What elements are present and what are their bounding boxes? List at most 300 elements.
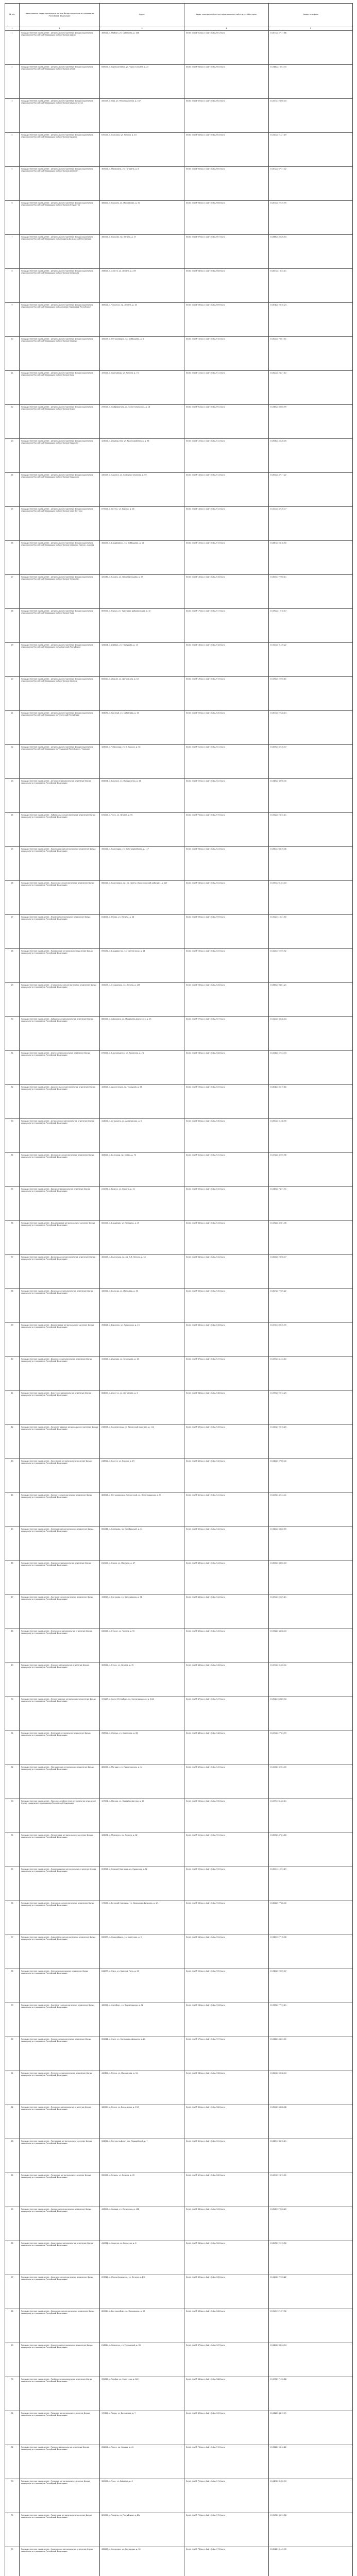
cell-contacts: Email: info@r67.fss.ru Сайт: http://r67.fss.ru bbox=[184, 2343, 269, 2377]
table-row bbox=[5, 711, 353, 745]
cell-office-name: Государственное учреждение - Пензенское региональное отделение Фонда социального страхования Российской Федерации bbox=[20, 2071, 100, 2105]
cell-address: 677000, г. Якутск, ул. Кирова, д. 18 bbox=[100, 507, 184, 541]
cell-num: 58 bbox=[5, 1969, 20, 2003]
table-row bbox=[5, 2309, 353, 2343]
cell-contacts: Email: info@r37.fss.ru Сайт: http://r37.fss.ru bbox=[184, 1357, 269, 1391]
table-row bbox=[5, 235, 353, 269]
cell-phone: 8 (4712) 51-20-41 bbox=[269, 1663, 353, 1697]
cell-contacts: Email: info@r63.fss.ru Сайт: http://r63.fss.ru bbox=[184, 2207, 269, 2241]
table-row bbox=[5, 2139, 353, 2173]
cell-num: 54 bbox=[5, 1833, 20, 1867]
cell-num: 34 bbox=[5, 1153, 20, 1187]
cell-office-name: Государственное учреждение - Красноярское региональное отделение Фонда социального страхования Российской Федерации bbox=[20, 881, 100, 915]
cell-phone: 8 (4152) 42-44-41 bbox=[269, 1493, 353, 1527]
cell-contacts: Email: info@r35.fss.ru Сайт: http://r35.fss.ru bbox=[184, 1289, 269, 1323]
cell-office-name: Государственное учреждение - Орловское региональное отделение Фонда социального страхования Российской Федерации bbox=[20, 2037, 100, 2071]
table-row bbox=[5, 677, 353, 711]
cell-phone: 8 (3022) 26-35-11 bbox=[269, 813, 353, 847]
cell-num: 7 bbox=[5, 235, 20, 269]
cell-office-name: Государственное учреждение - Калужское региональное отделение Фонда социального страхования Российской Федерации bbox=[20, 1459, 100, 1493]
table-row bbox=[5, 983, 353, 1017]
cell-office-name: Государственное учреждение - Архангельское региональное отделение Фонда социального страхования Российской Федерации bbox=[20, 1085, 100, 1119]
cell-num: 21 bbox=[5, 711, 20, 745]
table-row bbox=[5, 1119, 353, 1153]
cell-contacts: Email: info@r39.fss.ru Сайт: http://r39.fss.ru bbox=[184, 1425, 269, 1459]
cell-address: 170100, г. Тверь, ул. Вагжанова, д. 7 bbox=[100, 2411, 184, 2445]
cell-contacts: Email: info@r22.fss.ru Сайт: http://r22.fss.ru bbox=[184, 779, 269, 813]
cell-office-name: Государственное учреждение - Воронежское региональное отделение Фонда социального страхования Российской Федерации bbox=[20, 1323, 100, 1357]
cell-address: 414000, г. Астрахань, ул. Ахматовская, д. 6 bbox=[100, 1119, 184, 1153]
cell-office-name: Государственное учреждение - Московское областное региональное отделение Фонда социального страхования Российской Федерации bbox=[20, 1799, 100, 1833]
cell-phone: 8 (8732) 22-35-95 bbox=[269, 201, 353, 235]
table-row bbox=[5, 2377, 353, 2411]
cell-address: 302028, г. Орел, ул. Салтыкова-Щедрина, д. 21 bbox=[100, 2037, 184, 2071]
cell-office-name: Государственное учреждение - региональное отделение Фонда социального страхования Российской Федерации по Республике Калмыкия bbox=[20, 269, 100, 303]
cell-num: 14 bbox=[5, 473, 20, 507]
cell-phone: 8 (8672) 53-18-50 bbox=[269, 541, 353, 575]
table-row bbox=[5, 1697, 353, 1731]
cell-address: 630099, г. Новосибирск, ул. Советская, д. 5 bbox=[100, 1935, 184, 1969]
cell-address: 355035, г. Ставрополь, ул. Ленина, д. 205 bbox=[100, 983, 184, 1017]
cell-office-name: Государственное учреждение - Нижегородское региональное отделение Фонда социального страхования Российской Федерации bbox=[20, 1867, 100, 1901]
cell-contacts: Email: info@r70.fss.ru Сайт: http://r70.fss.ru bbox=[184, 2445, 269, 2479]
cell-num: 64 bbox=[5, 2173, 20, 2207]
cell-office-name: Государственное учреждение - региональное отделение Фонда социального страхования Российской Федерации по Республике Мордовия bbox=[20, 473, 100, 507]
table-row bbox=[5, 643, 353, 677]
table-row bbox=[5, 1323, 353, 1357]
table-row bbox=[5, 405, 353, 439]
cell-address: 610000, г. Киров, ул. Маклина, д. 47 bbox=[100, 1561, 184, 1595]
cell-num: 74 bbox=[5, 2513, 20, 2547]
cell-address: 685000, г. Магадан, ул. Пролетарская, д. 14 bbox=[100, 1765, 184, 1799]
cell-contacts: Email: info@r66.fss.ru Сайт: http://r66.fss.ru bbox=[184, 2309, 269, 2343]
cell-address: 428000, г. Чебоксары, ул. К. Маркса, д. 36 bbox=[100, 745, 184, 779]
table-row bbox=[5, 1187, 353, 1221]
cell-phone: 8 (423) 222-55-92 bbox=[269, 949, 353, 983]
table-row bbox=[5, 371, 353, 405]
cell-office-name: Государственное учреждение - Иркутское региональное отделение Фонда социального страхования Российской Федерации bbox=[20, 1391, 100, 1425]
cell-phone: 8 (4942) 55-25-11 bbox=[269, 1595, 353, 1629]
cell-address: 424000, г. Йошкар-Ола, ул. Красноармейская, д. 96 bbox=[100, 439, 184, 473]
cell-address: 664003, г. Иркутск, ул. Литвинова, д. 3 bbox=[100, 1391, 184, 1425]
table-row bbox=[5, 1051, 353, 1085]
table-row bbox=[5, 1357, 353, 1391]
cell-address: 620014, г. Екатеринбург, ул. Московская, д. 29 bbox=[100, 2309, 184, 2343]
cell-phone: 8 (4812) 38-43-54 bbox=[269, 2343, 353, 2377]
cell-address: 241050, г. Брянск, ул. Фокина, д. 31 bbox=[100, 1187, 184, 1221]
cell-num: 36 bbox=[5, 1221, 20, 1255]
table-row bbox=[5, 1017, 353, 1051]
table-row bbox=[5, 2275, 353, 2309]
table-row bbox=[5, 2445, 353, 2479]
cell-phone: 8 (473) 269-35-95 bbox=[269, 1323, 353, 1357]
table-row bbox=[5, 303, 353, 337]
cell-address: 680000, г. Хабаровск, ул. Муравьева-Амурского, д. 15 bbox=[100, 1017, 184, 1051]
cell-contacts: Email: info@r19.fss.ru Сайт: http://r19.fss.ru bbox=[184, 677, 269, 711]
cell-address: 443041, г. Самара, ул. Ленинская, д. 168 bbox=[100, 2207, 184, 2241]
cell-num: 67 bbox=[5, 2275, 20, 2309]
cell-contacts: Email: info@r08.fss.ru Сайт: http://r08.fss.ru bbox=[184, 269, 269, 303]
cell-office-name: Государственное учреждение - региональное отделение Фонда социального страхования Российской Федерации по Удмуртской Республике bbox=[20, 643, 100, 677]
cell-num: 46 bbox=[5, 1561, 20, 1595]
cell-office-name: Государственное учреждение - Ставропольское региональное отделение Фонда социального страхования Российской Федерации bbox=[20, 983, 100, 1017]
cell-num: 39 bbox=[5, 1323, 20, 1357]
cell-contacts: Email: info@r34.fss.ru Сайт: http://r34.fss.ru bbox=[184, 1255, 269, 1289]
cell-phone: 8 (4752) 71-32-86 bbox=[269, 2377, 353, 2411]
cell-phone: 8 (4722) 32-55-96 bbox=[269, 1153, 353, 1187]
cell-phone: 8 (8422) 41-49-35 bbox=[269, 2547, 353, 2576]
cell-office-name: Государственное учреждение - Самарское региональное отделение Фонда социального страхования Российской Федерации bbox=[20, 2207, 100, 2241]
cell-num: 17 bbox=[5, 575, 20, 609]
cell-num: 23 bbox=[5, 779, 20, 813]
cell-phone: 8 (4922) 32-61-78 bbox=[269, 1221, 353, 1255]
cell-address: 248001, г. Калуга, ул. Кирова, д. 19 bbox=[100, 1459, 184, 1493]
cell-address: 367000, г. Махачкала, ул. Гагарина, д. 8 bbox=[100, 167, 184, 201]
cell-phone: 8 (4862) 43-23-01 bbox=[269, 2037, 353, 2071]
cell-phone: 8 (8332) 38-60-03 bbox=[269, 1561, 353, 1595]
cell-address: 358000, г. Элиста, ул. Ленина, д. 249 bbox=[100, 269, 184, 303]
cell-contacts: Email: info@r30.fss.ru Сайт: http://r30.fss.ru bbox=[184, 1119, 269, 1153]
table-row bbox=[5, 2547, 353, 2576]
cell-address: 392000, г. Тамбов, ул. Советская, д. 122 bbox=[100, 2377, 184, 2411]
cell-phone: 8 (8172) 72-05-22 bbox=[269, 1289, 353, 1323]
cell-num: 63 bbox=[5, 2139, 20, 2173]
cell-office-name: Государственное учреждение - Кировское региональное отделение Фонда социального страхования Российской Федерации bbox=[20, 1561, 100, 1595]
cell-office-name: Государственное учреждение - Томское региональное отделение Фонда социального страхования Российской Федерации bbox=[20, 2445, 100, 2479]
column-number: 1 bbox=[5, 26, 20, 31]
cell-phone: 8 (812) 303-89-34 bbox=[269, 1697, 353, 1731]
cell-contacts: Email: info@r75.fss.ru Сайт: http://r75.fss.ru bbox=[184, 813, 269, 847]
cell-phone: 8 (831) 419-93-19 bbox=[269, 1867, 353, 1901]
cell-phone: 8 (4932) 41-44-10 bbox=[269, 1357, 353, 1391]
cell-office-name: Государственное учреждение - Сахалинское региональное отделение Фонда социального страхования Российской Федерации bbox=[20, 2275, 100, 2309]
table-row bbox=[5, 2411, 353, 2445]
table-row bbox=[5, 1561, 353, 1595]
cell-office-name: Государственное учреждение - Липецкое региональное отделение Фонда социального страхования Российской Федерации bbox=[20, 1731, 100, 1765]
cell-office-name: Государственное учреждение - региональное отделение Фонда социального страхования Российской Федерации по Республике Адыгея bbox=[20, 31, 100, 65]
table-row bbox=[5, 2071, 353, 2105]
cell-phone: 8 (8452) 22-70-50 bbox=[269, 2241, 353, 2275]
cell-office-name: Государственное учреждение - региональное отделение Фонда социального страхования Российской Федерации по Республике Ингушетия bbox=[20, 201, 100, 235]
cell-contacts: Email: info@r24.fss.ru Сайт: http://r24.fss.ru bbox=[184, 881, 269, 915]
table-row bbox=[5, 1493, 353, 1527]
cell-address: 153000, г. Иваново, ул. Кузнецова, д. 16 bbox=[100, 1357, 184, 1391]
header-contacts: Адрес электронной почты и официального сайта в сети Интернет bbox=[184, 4, 269, 26]
cell-phone: 8 (863) 263-12-11 bbox=[269, 2139, 353, 2173]
cell-office-name: Государственное учреждение - Костромское региональное отделение Фонда социального страхования Российской Федерации bbox=[20, 1595, 100, 1629]
cell-phone: 8 (4822) 34-19-71 bbox=[269, 2411, 353, 2445]
cell-num: 32 bbox=[5, 1085, 20, 1119]
cell-phone: 8 (3532) 77-73-11 bbox=[269, 2003, 353, 2037]
cell-office-name: Государственное учреждение - региональное отделение Фонда социального страхования Российской Федерации по Республике Башкортостан bbox=[20, 99, 100, 133]
cell-num: 61 bbox=[5, 2071, 20, 2105]
cell-num: 40 bbox=[5, 1357, 20, 1391]
cell-contacts: Email: info@r33.fss.ru Сайт: http://r33.fss.ru bbox=[184, 1221, 269, 1255]
column-number: 5 bbox=[269, 26, 353, 31]
cell-num: 65 bbox=[5, 2207, 20, 2241]
cell-phone: 8 (861) 268-39-46 bbox=[269, 847, 353, 881]
cell-address: 670000, г. Улан-Удэ, ул. Ленина, д. 43 bbox=[100, 133, 184, 167]
column-number: 3 bbox=[100, 26, 184, 31]
cell-num: 5 bbox=[5, 167, 20, 201]
table-row bbox=[5, 881, 353, 915]
cell-phone: 8 (8662) 40-26-54 bbox=[269, 235, 353, 269]
cell-num: 37 bbox=[5, 1255, 20, 1289]
cell-num: 69 bbox=[5, 2343, 20, 2377]
cell-office-name: Государственное учреждение - Волгоградское региональное отделение Фонда социального страхования Российской Федерации bbox=[20, 1255, 100, 1289]
cell-office-name: Государственное учреждение - Новосибирское региональное отделение Фонда социального страхования Российской Федерации bbox=[20, 1935, 100, 1969]
cell-office-name: Государственное учреждение - Рязанское региональное отделение Фонда социального страхования Российской Федерации bbox=[20, 2173, 100, 2207]
cell-num: 27 bbox=[5, 915, 20, 949]
cell-num: 26 bbox=[5, 881, 20, 915]
table-row bbox=[5, 1629, 353, 1663]
table-row bbox=[5, 2513, 353, 2547]
cell-contacts: Email: info@r18.fss.ru Сайт: http://r18.fss.ru bbox=[184, 643, 269, 677]
cell-num: 45 bbox=[5, 1527, 20, 1561]
cell-phone: 8 (3452) 39-13-58 bbox=[269, 2513, 353, 2547]
cell-contacts: Email: info@r55.fss.ru Сайт: http://r55.fss.ru bbox=[184, 1969, 269, 2003]
cell-office-name: Государственное учреждение - Ивановское региональное отделение Фонда социального страхования Российской Федерации bbox=[20, 1357, 100, 1391]
cell-phone: 8 (3902) 22-50-81 bbox=[269, 677, 353, 711]
cell-contacts: Email: info@r17.fss.ru Сайт: http://r17.fss.ru bbox=[184, 609, 269, 643]
table-row bbox=[5, 575, 353, 609]
cell-num: 18 bbox=[5, 609, 20, 643]
cell-phone: 8 (8112) 68-08-08 bbox=[269, 2105, 353, 2139]
cell-office-name: Государственное учреждение - Курское региональное отделение Фонда социального страхования Российской Федерации bbox=[20, 1663, 100, 1697]
table-row bbox=[5, 269, 353, 303]
fss-offices-table bbox=[5, 3, 353, 2576]
cell-num: 22 bbox=[5, 745, 20, 779]
cell-contacts: Email: info@r61.fss.ru Сайт: http://r61.fss.ru bbox=[184, 2139, 269, 2173]
table-row bbox=[5, 1255, 353, 1289]
cell-phone: 8 (8722) 67-37-02 bbox=[269, 167, 353, 201]
cell-phone: 8 (3812) 20-95-07 bbox=[269, 1969, 353, 2003]
cell-office-name: Государственное учреждение - Хабаровское региональное отделение Фонда социального страхования Российской Федерации bbox=[20, 1017, 100, 1051]
cell-num: 35 bbox=[5, 1187, 20, 1221]
cell-office-name: Государственное учреждение - региональное отделение Фонда социального страхования Российской Федерации по Республике Марий Эл bbox=[20, 439, 100, 473]
cell-address: 163000, г. Архангельск, пр. Троицкий, д. 58 bbox=[100, 1085, 184, 1119]
cell-address: 160001, г. Вологда, ул. Мальцева, д. 50 bbox=[100, 1289, 184, 1323]
cell-address: 156013, г. Кострома, ул. Калиновская, д. 38 bbox=[100, 1595, 184, 1629]
cell-contacts: Email: info@r47.fss.ru Сайт: http://r47.fss.ru bbox=[184, 1697, 269, 1731]
table-row bbox=[5, 609, 353, 643]
cell-office-name: Государственное учреждение - региональное отделение Фонда социального страхования Российской Федерации по Республике Бурятия bbox=[20, 133, 100, 167]
cell-phone: 8 (8412) 56-48-43 bbox=[269, 2071, 353, 2105]
cell-address: 460000, г. Оренбург, ул. Пролетарская, д. 32 bbox=[100, 2003, 184, 2037]
cell-num: 29 bbox=[5, 983, 20, 1017]
cell-num: 16 bbox=[5, 541, 20, 575]
cell-phone: 8 (84722) 3-44-11 bbox=[269, 269, 353, 303]
cell-address: 644099, г. Омск, ул. Красный Путь, д. 20 bbox=[100, 1969, 184, 2003]
cell-phone: 8 (8712) 22-28-14 bbox=[269, 711, 353, 745]
cell-office-name: Государственное учреждение - Кемеровское региональное отделение Фонда социального страхования Российской Федерации bbox=[20, 1527, 100, 1561]
table-row bbox=[5, 1459, 353, 1493]
cell-contacts: Email: info@r21.fss.ru Сайт: http://r21.fss.ru bbox=[184, 745, 269, 779]
cell-address: 667000, г. Кызыл, ул. Тувинских добровольцев, д. 10 bbox=[100, 609, 184, 643]
cell-contacts: Email: info@r02.fss.ru Сайт: http://r02.fss.ru bbox=[184, 99, 269, 133]
cell-contacts: Email: info@r15.fss.ru Сайт: http://r15.fss.ru bbox=[184, 541, 269, 575]
cell-phone: 8 (4132) 62-54-05 bbox=[269, 1765, 353, 1799]
cell-office-name: Государственное учреждение - Алтайское региональное отделение Фонда социального страхования Российской Федерации bbox=[20, 779, 100, 813]
cell-contacts: Email: info@r32.fss.ru Сайт: http://r32.fss.ru bbox=[184, 1187, 269, 1221]
cell-address: 625000, г. Тюмень, ул. Республики, д. 83а bbox=[100, 2513, 184, 2547]
cell-address: 693020, г. Южно-Сахалинск, ул. Ленина, д. 216 bbox=[100, 2275, 184, 2309]
table-row bbox=[5, 1935, 353, 1969]
cell-num: 62 bbox=[5, 2105, 20, 2139]
cell-num: 66 bbox=[5, 2241, 20, 2275]
header-address: Адрес bbox=[100, 4, 184, 26]
cell-office-name: Государственное учреждение - Приморское региональное отделение Фонда социального страхования Российской Федерации bbox=[20, 949, 100, 983]
cell-office-name: Государственное учреждение - региональное отделение Фонда социального страхования Российской Федерации по Республике Коми bbox=[20, 371, 100, 405]
cell-office-name: Государственное учреждение - Оренбургское региональное отделение Фонда социального страхования Российской Федерации bbox=[20, 2003, 100, 2037]
table-row bbox=[5, 201, 353, 235]
cell-contacts: Email: info@r07.fss.ru Сайт: http://r07.fss.ru bbox=[184, 235, 269, 269]
cell-contacts: Email: info@r54.fss.ru Сайт: http://r54.fss.ru bbox=[184, 1935, 269, 1969]
cell-contacts: Email: info@r10.fss.ru Сайт: http://r10.fss.ru bbox=[184, 337, 269, 371]
cell-num: 4 bbox=[5, 133, 20, 167]
cell-num: 50 bbox=[5, 1697, 20, 1731]
cell-phone: 8 (8652) 94-01-21 bbox=[269, 983, 353, 1017]
cell-contacts: Email: info@r16.fss.ru Сайт: http://r16.fss.ru bbox=[184, 575, 269, 609]
cell-num: 28 bbox=[5, 949, 20, 983]
cell-address: 369000, г. Черкесск, пр. Ленина, д. 16 bbox=[100, 303, 184, 337]
cell-phone: 8 (343) 371-57-56 bbox=[269, 2309, 353, 2343]
table-row bbox=[5, 99, 353, 133]
cell-contacts: Email: info@r43.fss.ru Сайт: http://r43.fss.ru bbox=[184, 1561, 269, 1595]
cell-phone: 8 (3012) 21-27-19 bbox=[269, 133, 353, 167]
cell-contacts: Email: info@r68.fss.ru Сайт: http://r68.fss.ru bbox=[184, 2377, 269, 2411]
cell-contacts: Email: info@r91.fss.ru Сайт: http://r91.fss.ru bbox=[184, 405, 269, 439]
cell-num: 6 bbox=[5, 201, 20, 235]
cell-contacts: Email: info@r03.fss.ru Сайт: http://r03.fss.ru bbox=[184, 133, 269, 167]
cell-contacts: Email: info@r51.fss.ru Сайт: http://r51.fss.ru bbox=[184, 1833, 269, 1867]
cell-office-name: Государственное учреждение - Омское региональное отделение Фонда социального страхования Российской Федерации bbox=[20, 1969, 100, 2003]
cell-office-name: Государственное учреждение - Курганское региональное отделение Фонда социального страхования Российской Федерации bbox=[20, 1629, 100, 1663]
cell-contacts: Email: info@r26.fss.ru Сайт: http://r26.fss.ru bbox=[184, 983, 269, 1017]
cell-phone: 8 (3652) 60-00-99 bbox=[269, 405, 353, 439]
cell-office-name: Государственное учреждение - Смоленское региональное отделение Фонда социального страхования Российской Федерации bbox=[20, 2343, 100, 2377]
cell-num: 8 bbox=[5, 269, 20, 303]
cell-phone: 8 (8782) 26-30-24 bbox=[269, 303, 353, 337]
cell-contacts: Email: info@r36.fss.ru Сайт: http://r36.fss.ru bbox=[184, 1323, 269, 1357]
table-row bbox=[5, 2207, 353, 2241]
cell-contacts: Email: info@r60.fss.ru Сайт: http://r60.fss.ru bbox=[184, 2105, 269, 2139]
table-row bbox=[5, 949, 353, 983]
cell-office-name: Государственное учреждение - региональное отделение Фонда социального страхования Российской Федерации по Карачаево-Черкесской Республике bbox=[20, 303, 100, 337]
cell-address: 362040, г. Владикавказ, ул. Куйбышева, д. 14 bbox=[100, 541, 184, 575]
cell-address: 649000, г. Горно-Алтайск, ул. Чорос-Гуркина, д. 25 bbox=[100, 65, 184, 99]
cell-office-name: Государственное учреждение - Тверское региональное отделение Фонда социального страхования Российской Федерации bbox=[20, 2411, 100, 2445]
cell-office-name: Государственное учреждение - Брянское региональное отделение Фонда социального страхования Российской Федерации bbox=[20, 1187, 100, 1221]
cell-office-name: Государственное учреждение - Свердловское региональное отделение Фонда социального страхования Российской Федерации bbox=[20, 2309, 100, 2343]
cell-address: 173000, г. Великий Новгород, ул. Мерецкова-Волосова, д. 1/1 bbox=[100, 1901, 184, 1935]
cell-contacts: Email: info@r31.fss.ru Сайт: http://r31.fss.ru bbox=[184, 1153, 269, 1187]
cell-num: 3 bbox=[5, 99, 20, 133]
cell-address: 191119, г. Санкт-Петербург, ул. Звенигородская, д. 2/44 bbox=[100, 1697, 184, 1731]
cell-phone: 8 (4872) 31-65-93 bbox=[269, 2479, 353, 2513]
cell-phone: 8 (8442) 23-56-77 bbox=[269, 1255, 353, 1289]
cell-phone: 8 (8182) 65-19-60 bbox=[269, 1085, 353, 1119]
table-body bbox=[5, 31, 353, 2576]
cell-num: 13 bbox=[5, 439, 20, 473]
cell-num: 31 bbox=[5, 1051, 20, 1085]
cell-num: 41 bbox=[5, 1391, 20, 1425]
cell-contacts: Email: info@r53.fss.ru Сайт: http://r53.fss.ru bbox=[184, 1901, 269, 1935]
cell-phone: 8 (8362) 45-26-05 bbox=[269, 439, 353, 473]
table-row bbox=[5, 1085, 353, 1119]
cell-phone: 8 (4162) 52-43-33 bbox=[269, 1051, 353, 1085]
cell-address: 295000, г. Симферополь, ул. Севастопольская, д. 18 bbox=[100, 405, 184, 439]
table-row bbox=[5, 2479, 353, 2513]
cell-contacts: Email: info@r14.fss.ru Сайт: http://r14.fss.ru bbox=[184, 507, 269, 541]
cell-office-name: Государственное учреждение - Калининградское региональное отделение Фонда социального страхования Российской Федерации bbox=[20, 1425, 100, 1459]
cell-office-name: Государственное учреждение - региональное отделение Фонда социального страхования Российской Федерации по Чеченской Республике bbox=[20, 711, 100, 745]
table-row bbox=[5, 1153, 353, 1187]
cell-contacts: Email: info@r01.fss.ru Сайт: http://r01.fss.ru bbox=[184, 31, 269, 65]
cell-office-name: Государственное учреждение - Камчатское региональное отделение Фонда социального страхования Российской Федерации bbox=[20, 1493, 100, 1527]
cell-phone: 8 (342) 210-41-50 bbox=[269, 915, 353, 949]
cell-num: 53 bbox=[5, 1799, 20, 1833]
cell-contacts: Email: info@r42.fss.ru Сайт: http://r42.fss.ru bbox=[184, 1527, 269, 1561]
cell-contacts: Email: info@r62.fss.ru Сайт: http://r62.fss.ru bbox=[184, 2173, 269, 2207]
cell-phone: 8 (499) 261-22-11 bbox=[269, 1799, 353, 1833]
cell-phone: 8 (8512) 51-48-95 bbox=[269, 1119, 353, 1153]
cell-contacts: Email: info@r50.fss.ru Сайт: http://r50.fss.ru bbox=[184, 1799, 269, 1833]
cell-contacts: Email: info@r64.fss.ru Сайт: http://r64.fss.ru bbox=[184, 2241, 269, 2275]
table-row bbox=[5, 1527, 353, 1561]
table-row bbox=[5, 1663, 353, 1697]
cell-contacts: Email: info@r65.fss.ru Сайт: http://r65.fss.ru bbox=[184, 2275, 269, 2309]
cell-contacts: Email: info@r41.fss.ru Сайт: http://r41.fss.ru bbox=[184, 1493, 269, 1527]
cell-contacts: Email: info@r56.fss.ru Сайт: http://r56.fss.ru bbox=[184, 2003, 269, 2037]
cell-office-name: Государственное учреждение - региональное отделение Фонда социального страхования Российской Федерации по Республике Дагестан bbox=[20, 167, 100, 201]
cell-phone: 8 (4212) 30-48-04 bbox=[269, 1017, 353, 1051]
cell-address: 236006, г. Калининград, ул. Ленинский проспект, д. 112 bbox=[100, 1425, 184, 1459]
header-name: Наименование территориального органа Фонда социального страхования Российской Федерации bbox=[20, 4, 100, 26]
cell-address: 650066, г. Кемерово, пр. Октябрьский, д. 34 bbox=[100, 1527, 184, 1561]
cell-num: 33 bbox=[5, 1119, 20, 1153]
cell-num: 42 bbox=[5, 1425, 20, 1459]
header-num: № п/п bbox=[5, 4, 20, 26]
cell-num: 56 bbox=[5, 1901, 20, 1935]
cell-phone: 8 (4842) 57-66-40 bbox=[269, 1459, 353, 1493]
cell-address: 426008, г. Ижевск, ул. Пастухова, д. 13 bbox=[100, 643, 184, 677]
cell-address: 386101, г. Назрань, ул. Московская, д. 31 bbox=[100, 201, 184, 235]
cell-contacts: Email: info@r45.fss.ru Сайт: http://r45.fss.ru bbox=[184, 1629, 269, 1663]
table-row bbox=[5, 473, 353, 507]
cell-address: 655017, г. Абакан, ул. Щетинкина, д. 18 bbox=[100, 677, 184, 711]
table-row bbox=[5, 2173, 353, 2207]
cell-num: 12 bbox=[5, 405, 20, 439]
cell-address: 600000, г. Владимир, ул. Гагарина, д. 19 bbox=[100, 1221, 184, 1255]
cell-phone: 8 (4742) 27-23-59 bbox=[269, 1731, 353, 1765]
cell-contacts: Email: info@r38.fss.ru Сайт: http://r38.fss.ru bbox=[184, 1391, 269, 1425]
cell-address: 107078, г. Москва, ул. Новая Басманная, д. 23 bbox=[100, 1799, 184, 1833]
table-row bbox=[5, 2105, 353, 2139]
cell-num: 75 bbox=[5, 2547, 20, 2576]
cell-phone: 8 (3822) 56-10-22 bbox=[269, 2445, 353, 2479]
cell-address: 183038, г. Мурманск, пр. Ленина, д. 82 bbox=[100, 1833, 184, 1867]
cell-office-name: Государственное учреждение - Тульское региональное отделение Фонда социального страхования Российской Федерации bbox=[20, 2479, 100, 2513]
table-row bbox=[5, 813, 353, 847]
cell-num: 1 bbox=[5, 31, 20, 65]
cell-phone: 8 (8152) 47-24-18 bbox=[269, 1833, 353, 1867]
cell-phone: 8 (3852) 39-96-30 bbox=[269, 779, 353, 813]
cell-address: 683006, г. Петропавловск-Камчатский, ул. Ленинградская, д. 33 bbox=[100, 1493, 184, 1527]
cell-phone: 8 (38822) 6-53-33 bbox=[269, 65, 353, 99]
cell-num: 48 bbox=[5, 1629, 20, 1663]
table-row bbox=[5, 31, 353, 65]
